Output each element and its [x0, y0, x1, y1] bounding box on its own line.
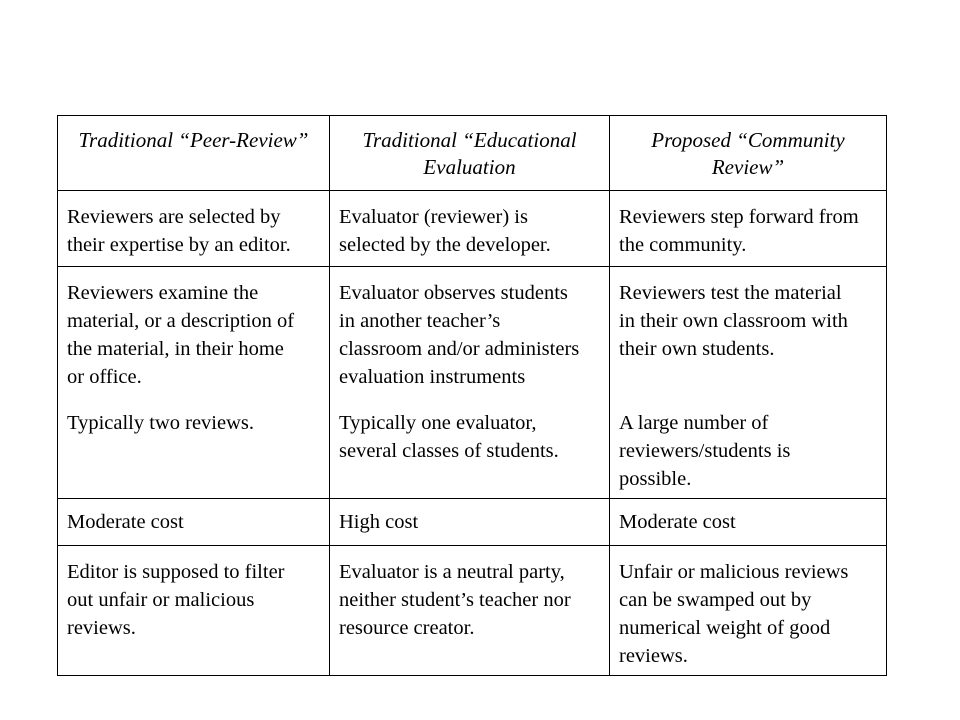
table-cell	[610, 546, 887, 676]
cell-text: Reviewers test the material in their own classroom with their own students.	[619, 282, 848, 360]
table-row	[58, 267, 887, 499]
cell-text: Moderate cost	[619, 511, 736, 533]
table-row	[58, 546, 887, 676]
header-label: Traditional “Educational Evaluation	[362, 128, 577, 179]
cell-text: Reviewers step forward from the community.	[619, 206, 859, 256]
header-label: Traditional “Peer-Review”	[78, 128, 309, 152]
table-cell	[58, 191, 330, 267]
table-cell	[610, 267, 887, 499]
cell-subtext: Typically two reviews.	[67, 412, 255, 434]
cell-text: Reviewers examine the material, or a description of the material, in their home or office.	[67, 282, 295, 388]
cell-subtext: A large number of reviewers/students is possible.	[619, 412, 791, 490]
table-cell	[58, 267, 330, 499]
header-community-review	[610, 116, 887, 191]
cell-text: Evaluator (reviewer) is selected by the developer.	[339, 206, 551, 256]
cell-text: Reviewers are selected by their expertise by an editor.	[67, 206, 291, 256]
table-row	[58, 499, 887, 546]
header-educational-evaluation	[330, 116, 610, 191]
table-cell	[330, 267, 610, 499]
table-cell	[58, 546, 330, 676]
table-row	[58, 191, 887, 267]
table-cell	[610, 191, 887, 267]
table-cell	[330, 546, 610, 676]
header-peer-review	[58, 116, 330, 191]
table-cell	[330, 191, 610, 267]
cell-text: Unfair or malicious reviews can be swamped out by numerical weight of good reviews.	[619, 561, 849, 667]
cell-text: Editor is supposed to filter out unfair or malicious reviews.	[67, 561, 285, 639]
table-cell	[58, 499, 330, 546]
cell-text: Evaluator observes students in another teacher’s classroom and/or administers evaluation instruments	[339, 282, 580, 388]
comparison-table	[57, 115, 887, 676]
table-cell	[610, 499, 887, 546]
table-header-row	[58, 116, 887, 191]
cell-subtext: Typically one evaluator, several classes of students.	[339, 412, 559, 462]
table-cell	[330, 499, 610, 546]
cell-text: Moderate cost	[67, 511, 184, 533]
header-label: Proposed “Community Review”	[651, 128, 845, 179]
cell-text: Evaluator is a neutral party, neither student’s teacher nor resource creator.	[339, 561, 571, 639]
cell-text: High cost	[339, 511, 419, 533]
